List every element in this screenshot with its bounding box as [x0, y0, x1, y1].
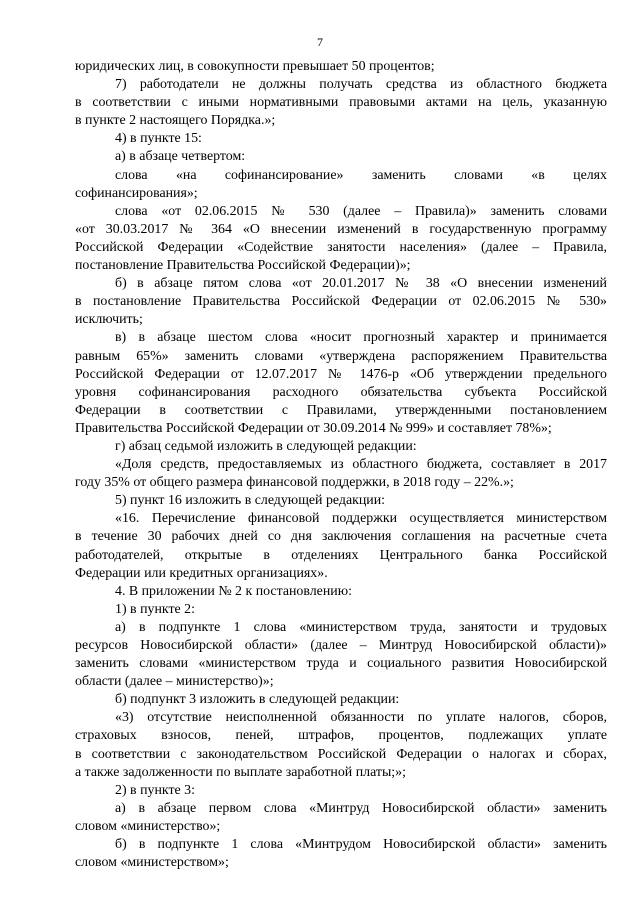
paragraph-line: в соответствии с законодательством Российской Федерации о налогах и сборах, — [75, 746, 607, 762]
paragraph-line: г) абзац седьмой изложить в следующей редакции: — [115, 438, 417, 454]
paragraph-line: софинансирования»; — [75, 185, 198, 201]
paragraph-line: слова «от 02.06.2015 № 530 (далее – Правила)» заменить словами — [115, 203, 607, 219]
paragraph-line: в соответствии с иными нормативными правовыми актами на цель, указанную — [75, 95, 607, 111]
paragraph-line: работодателей, открытые в отделениях Центрального банка Российской — [75, 547, 607, 563]
paragraph-line: «Доля средств, предоставляемых из областного бюджета, составляет в 2017 — [115, 457, 607, 473]
paragraph-line: а) в абзаце первом слова «Минтруд Новосибирской области» заменить — [115, 800, 607, 816]
paragraph-line: заменить словами «министерством труда и социального развития Новосибирской — [75, 656, 607, 672]
paragraph-line: 7) работодатели не должны получать средства из областного бюджета — [115, 77, 607, 93]
paragraph-line: словом «министерством»; — [75, 855, 229, 871]
paragraph-line: 5) пункт 16 изложить в следующей редакции: — [115, 493, 386, 509]
paragraph-line: а) в подпункте 1 слова «министерством труда, занятости и трудовых — [115, 619, 607, 635]
paragraph-line: б) в подпункте 1 слова «Минтрудом Новосибирской области» заменить — [115, 837, 607, 853]
paragraph-line: слова «на софинансирование» заменить словами «в целях — [115, 167, 607, 183]
paragraph-line: юридических лиц, в совокупности превышает 50 процентов; — [75, 59, 435, 74]
paragraph-line: ресурсов Новосибирской области» (далее – Минтруд Новосибирской области)» — [75, 638, 607, 653]
paragraph-line: в течение 30 рабочих дней со дня заключения соглашения на расчетные счета — [75, 529, 607, 545]
paragraph-line: уровня софинансирования расходного обязательства субъекта Российской — [75, 384, 607, 400]
paragraph-line: «3) отсутствие неисполненной обязанности по уплате налогов, сборов, — [115, 710, 607, 726]
page-number: 7 — [317, 35, 323, 49]
paragraph-line: году 35% от общего размера финансовой поддержки, в 2018 году – 22%.»; — [75, 475, 514, 491]
paragraph-line: Российской Федерации «Содействие занятости населения» (далее – Правила, — [75, 239, 607, 255]
paragraph-line: 2) в пункте 3: — [115, 782, 195, 798]
paragraph-line: б) подпункт 3 изложить в следующей редакции: — [115, 692, 400, 708]
paragraph-line: Федерации или кредитных организациях». — [75, 565, 328, 581]
paragraph-line: страховых взносов, пеней, штрафов, процентов, подлежащих уплате — [75, 728, 607, 744]
paragraph-line: в постановление Правительства Российской Федерации от 02.06.2015 № 530» — [75, 294, 607, 310]
paragraph-line: а также задолженности по выплате заработной платы;»; — [75, 764, 406, 780]
paragraph-line: 4. В приложении № 2 к постановлению: — [115, 583, 352, 599]
paragraph-line: исключить; — [75, 312, 143, 328]
paragraph-line: 4) в пункте 15: — [115, 131, 202, 147]
paragraph-line: в) в абзаце шестом слова «носит прогнозный характер и принимается — [115, 330, 607, 346]
paragraph-line: области (далее – министерство)»; — [75, 674, 274, 690]
paragraph-line: равным 65%» заменить словами «утверждена распоряжением Правительства — [75, 348, 607, 364]
paragraph-line: б) в абзаце пятом слова «от 20.01.2017 № 38 «О внесении изменений — [115, 276, 607, 292]
paragraph-line: Российской Федерации от 12.07.2017 № 1476-р «Об утверждении предельного — [75, 366, 607, 382]
paragraph-line: словом «министерство»; — [75, 818, 221, 834]
paragraph-line: Федерации в соответствии с Правилами, утвержденными постановлением — [75, 402, 607, 418]
paragraph-line: 1) в пункте 2: — [115, 601, 195, 617]
paragraph-line: постановление Правительства Российской Федерации)»; — [75, 258, 411, 274]
document-body — [75, 58, 607, 872]
paragraph-line: Правительства Российской Федерации от 30.09.2014 № 999» и составляет 78%»; — [75, 420, 552, 436]
paragraph-line: а) в абзаце четвертом: — [115, 149, 246, 165]
paragraph-line: «от 30.03.2017 № 364 «О внесении изменений в государственную программу — [75, 221, 607, 237]
paragraph-line: в пункте 2 настоящего Порядка.»; — [75, 113, 276, 129]
paragraph-line: «16. Перечисление финансовой поддержки осуществляется министерством — [115, 511, 607, 527]
